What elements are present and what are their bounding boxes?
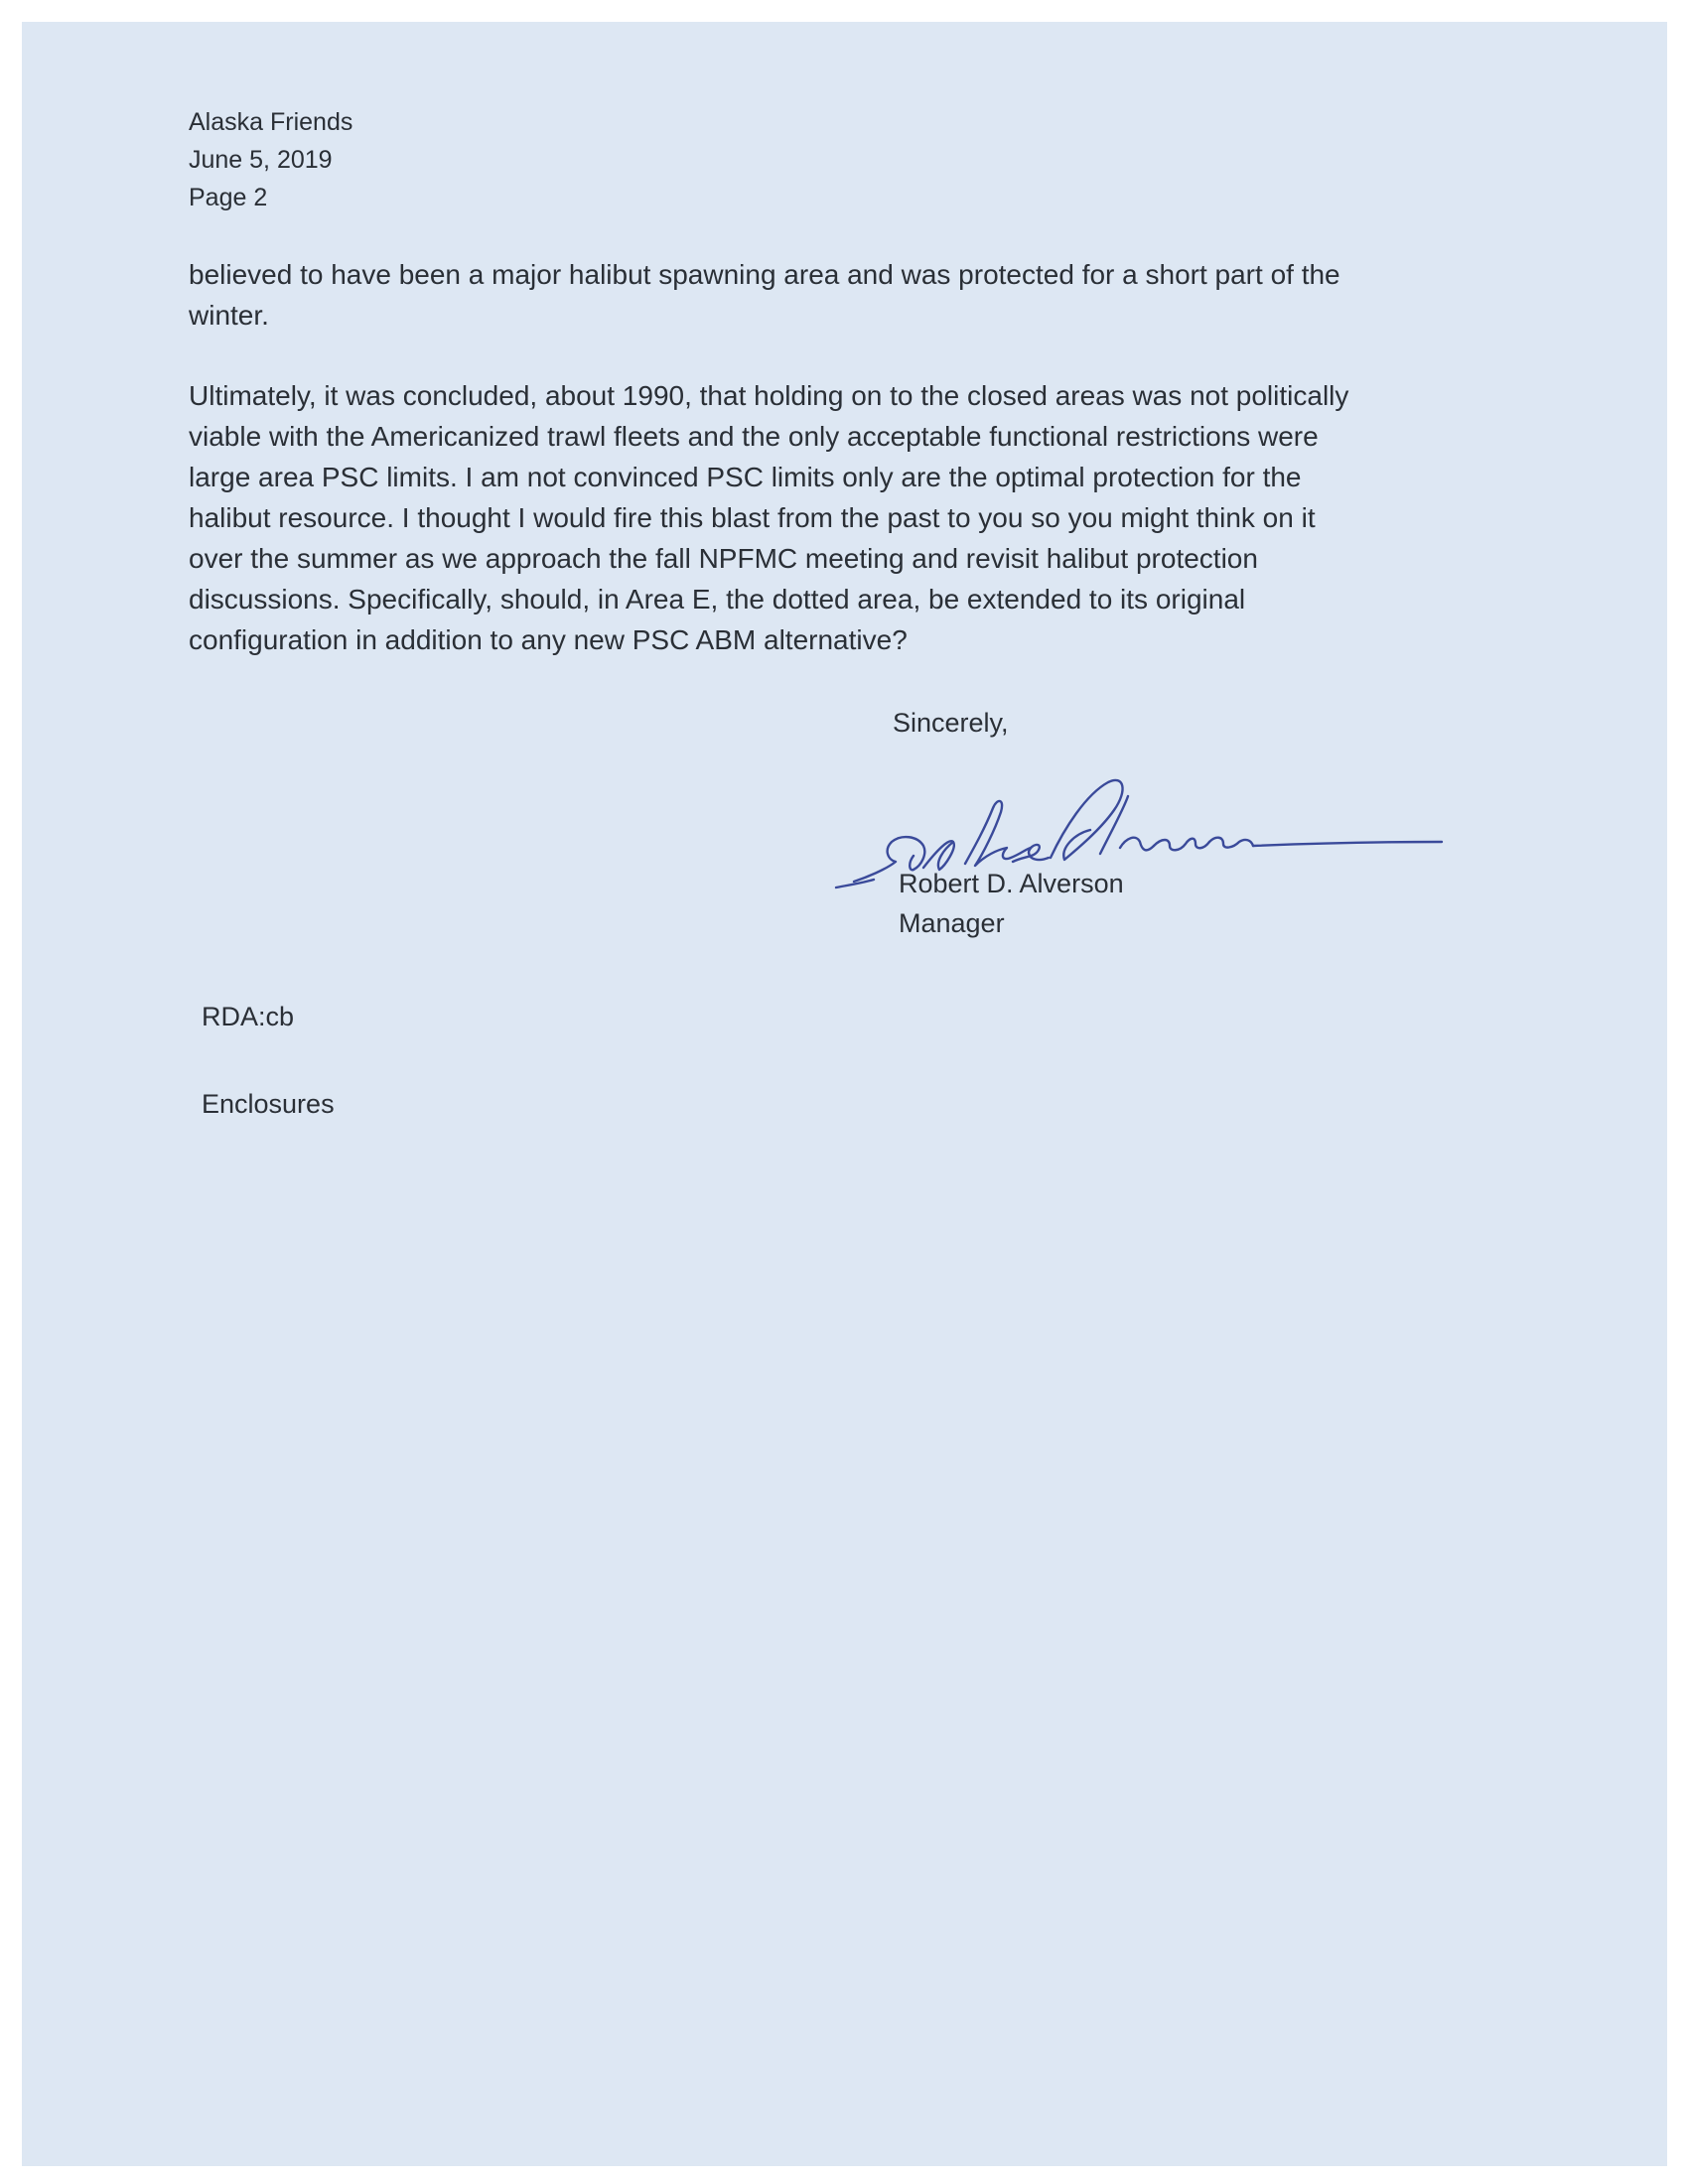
body-paragraph-1: [189, 254, 1519, 336]
typist-initials: RDA:cb: [202, 1002, 295, 1031]
paragraph-line: believed to have been a major halibut spawning area and was protected for a short part of the: [189, 259, 1340, 290]
letter-page: [22, 22, 1667, 2166]
paragraph-line: viable with the Americanized trawl fleets and the only acceptable functional restrictions were: [189, 421, 1319, 452]
paragraph-line: winter.: [189, 300, 269, 331]
recipient-line: Alaska Friends: [189, 108, 353, 136]
page-number: Page 2: [189, 184, 268, 211]
letter-header: [189, 103, 352, 216]
paragraph-line: discussions. Specifically, should, in Area E, the dotted area, be extended to its original: [189, 584, 1246, 614]
body-paragraph-2: [189, 375, 1519, 660]
closing-salutation: Sincerely,: [893, 708, 1009, 738]
paragraph-line: Ultimately, it was concluded, about 1990, that holding on to the closed areas was not politically: [189, 380, 1349, 411]
signer-title: Manager: [899, 908, 1005, 938]
signer-name: Robert D. Alverson: [899, 869, 1124, 898]
paragraph-line: over the summer as we approach the fall NPFMC meeting and revisit halibut protection: [189, 543, 1258, 574]
paragraph-line: halibut resource. I thought I would fire this blast from the past to you so you might think on it: [189, 502, 1316, 533]
signature-block: [899, 864, 1124, 943]
paragraph-line: configuration in addition to any new PSC ABM alternative?: [189, 624, 908, 655]
enclosures-note: Enclosures: [202, 1089, 335, 1119]
date-line: June 5, 2019: [189, 146, 333, 174]
paragraph-line: large area PSC limits. I am not convinced PSC limits only are the optimal protection for the: [189, 462, 1302, 492]
